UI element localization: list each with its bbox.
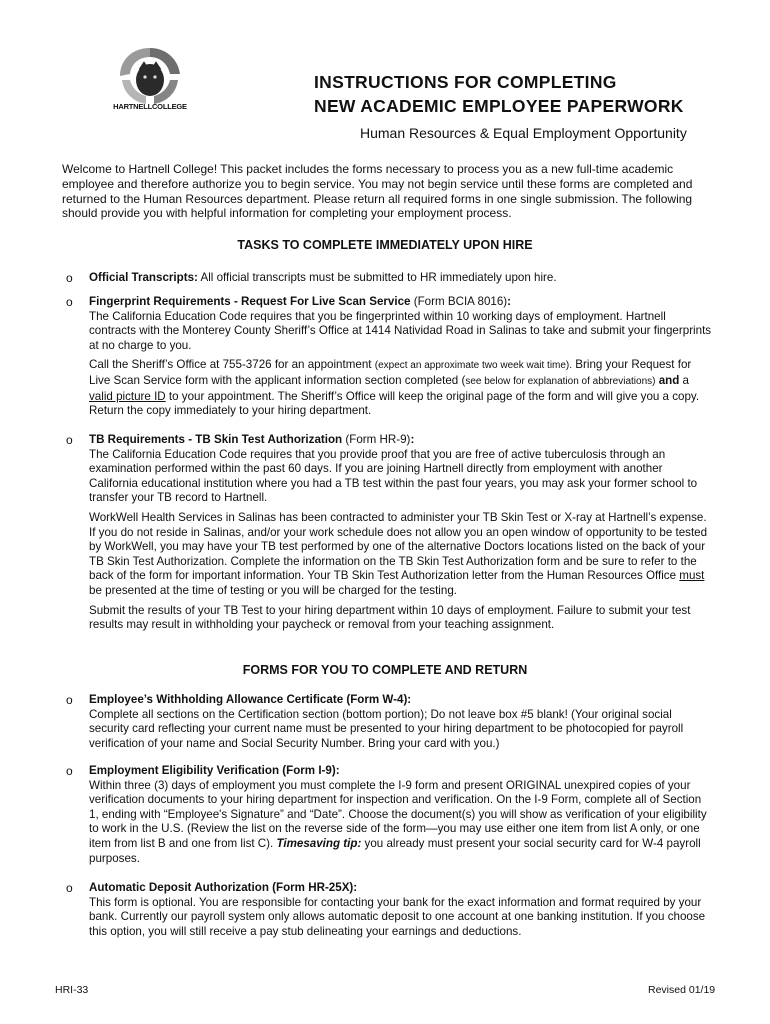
fingerprint-p2d: see below for explanation of abbreviations) [465, 375, 656, 387]
fingerprint-p2g: valid picture ID [89, 389, 166, 403]
form-number: HRI-33 [55, 984, 89, 996]
fingerprint-p2e: and [655, 373, 680, 387]
transcripts-lead: Official Transcripts: [89, 271, 198, 284]
tb-colon: : [410, 433, 415, 446]
i9-tip-text: you already must present your social security card for W-4 payroll purposes. [89, 836, 701, 865]
i9-item [89, 764, 714, 871]
deposit-item [89, 881, 714, 944]
i9-tip-label: Timesaving tip: [276, 836, 362, 850]
forms-heading: FORMS FOR YOU TO COMPLETE AND RETURN [242, 663, 528, 677]
bullet-icon: o [66, 764, 73, 778]
document-title [314, 70, 754, 118]
fingerprint-colon: : [507, 295, 512, 308]
deposit-lead: Automatic Deposit Authorization (Form HR-25X): [89, 881, 358, 894]
i9-text: Within three (3) days of employment you must complete the I-9 form and present ORIGINAL unexpired copies of your verification documents to your hiring department for inspection and verification. On the I-9 Form, complete all of Section 1, ending with “Employee's Signature” and “Date”. Choose the document(s) you will show as verification of your eligibility to work in the U.S. (Review the list on the reverse side of the form—you may use either one item from list A only, or one item from list B and one from list C). [89, 778, 707, 850]
fingerprint-p2h: to your appointment. The Sheriff’s Office will keep the original page of the form and will give you a copy. Return the copy immediately to your hiring department. [89, 389, 700, 418]
deposit-text: This form is optional. You are responsible for contacting your bank for the exact information and format required by your bank. Currently our payroll system only allows automatic deposit to one account at one banking institution. If you choose this option, you will still receive a pay stub delineating your earnings and deductions. [89, 895, 706, 938]
fingerprint-p2f: a [679, 373, 689, 387]
tb-item [89, 433, 714, 638]
i9-lead: Employment Eligibility Verification (Form I-9): [89, 764, 340, 777]
fingerprint-p2a: Call the Sheriff’s Office at 755-3726 for an appointment [89, 358, 375, 372]
tb-p2c: be presented at the time of testing or you will be charged for the testing. [89, 583, 457, 597]
tasks-heading: TASKS TO COMPLETE IMMEDIATELY UPON HIRE [237, 238, 533, 252]
tb-p3: Submit the results of your TB Test to your hiring department within 10 days of employment. Failure to submit your test results may result in withholding your paycheck or removal from your teaching assignment. [89, 603, 691, 632]
intro-paragraph: Welcome to Hartnell College! This packet includes the forms necessary to process you as a new full-time academic employee and therefore authorize you to begin service. You may not begin service until these forms are completed and returned to the Human Resources department. Please return all required forms in one single submission. The following should provide you with helpful information for completing your employment process. [62, 162, 693, 221]
bullet-icon: o [66, 881, 73, 895]
fingerprint-item [89, 295, 714, 424]
transcripts-item [89, 271, 714, 291]
transcripts-text: All official transcripts must be submitted to HR immediately upon hire. [197, 271, 557, 284]
title-line-2: NEW ACADEMIC EMPLOYEE PAPERWORK [314, 96, 684, 116]
w4-item [89, 693, 714, 756]
fingerprint-p2b: (expect an approximate two week wait time). [374, 360, 573, 372]
bullet-icon: o [66, 295, 73, 309]
fingerprint-lead: Fingerprint Requirements - Request For Live Scan Service [89, 295, 411, 308]
fingerprint-form: (Form BCIA 8016) [410, 295, 508, 308]
bullet-icon: o [66, 433, 73, 447]
fingerprint-p2c: Bring your Request for Live Scan Service form with the applicant information section completed ( [89, 358, 692, 387]
logo-text: HARTNELLCOLLEGE [113, 102, 187, 111]
fingerprint-p1: The California Education Code requires that you be fingerprinted within 10 working days of employment. Hartnell contracts with the Monterey County Sheriff’s Office at 1414 Natividad Road in Salinas to take and submit your fingerprints at no charge to you. [89, 309, 712, 352]
bullet-icon: o [66, 271, 73, 285]
w4-text: Complete all sections on the Certification section (bottom portion); Do not leave box #5 blank! (Your original social security card reflecting your current name must be presented to your hiring department to be photocopied for payroll verification of your name and Social Security Number. Bring your card with you.) [89, 707, 684, 750]
bullet-icon: o [66, 693, 73, 707]
tb-lead: TB Requirements - TB Skin Test Authorization [89, 433, 343, 446]
revision-date: Revised 01/19 [648, 984, 716, 996]
tb-p1: The California Education Code requires that you provide proof that you are free of active tuberculosis through an examination performed within the past 60 days. If you are joining Hartnell directly from employment with another California educational institution where you had a TB test within the past four years, you may ask your former school to transfer your TB record to Hartnell. [89, 447, 698, 505]
tb-p2a: WorkWell Health Services in Salinas has been contracted to administer your TB Skin Test or X-ray at Hartnell’s expense. If you do not reside in Salinas, and/or your work schedule does not allow you an open window of opportunity to be tested by WorkWell, you may have your TB test performed by one of the alternative Doctors locations listed on the back of your TB Skin Test Authorization. Complete the information on the TB Skin Test Authorization form and be sure to refer to the back of the form for important information. Your TB Skin Test Authorization letter from the Human Resources Office [89, 510, 708, 583]
document-subtitle: Human Resources & Equal Employment Opportunity [360, 125, 687, 141]
tb-p2b: must [679, 569, 705, 583]
title-line-1: INSTRUCTIONS FOR COMPLETING [314, 72, 617, 92]
tb-form: (Form HR-9) [342, 433, 411, 446]
w4-lead: Employee’s Withholding Allowance Certificate (Form W-4): [89, 693, 412, 706]
